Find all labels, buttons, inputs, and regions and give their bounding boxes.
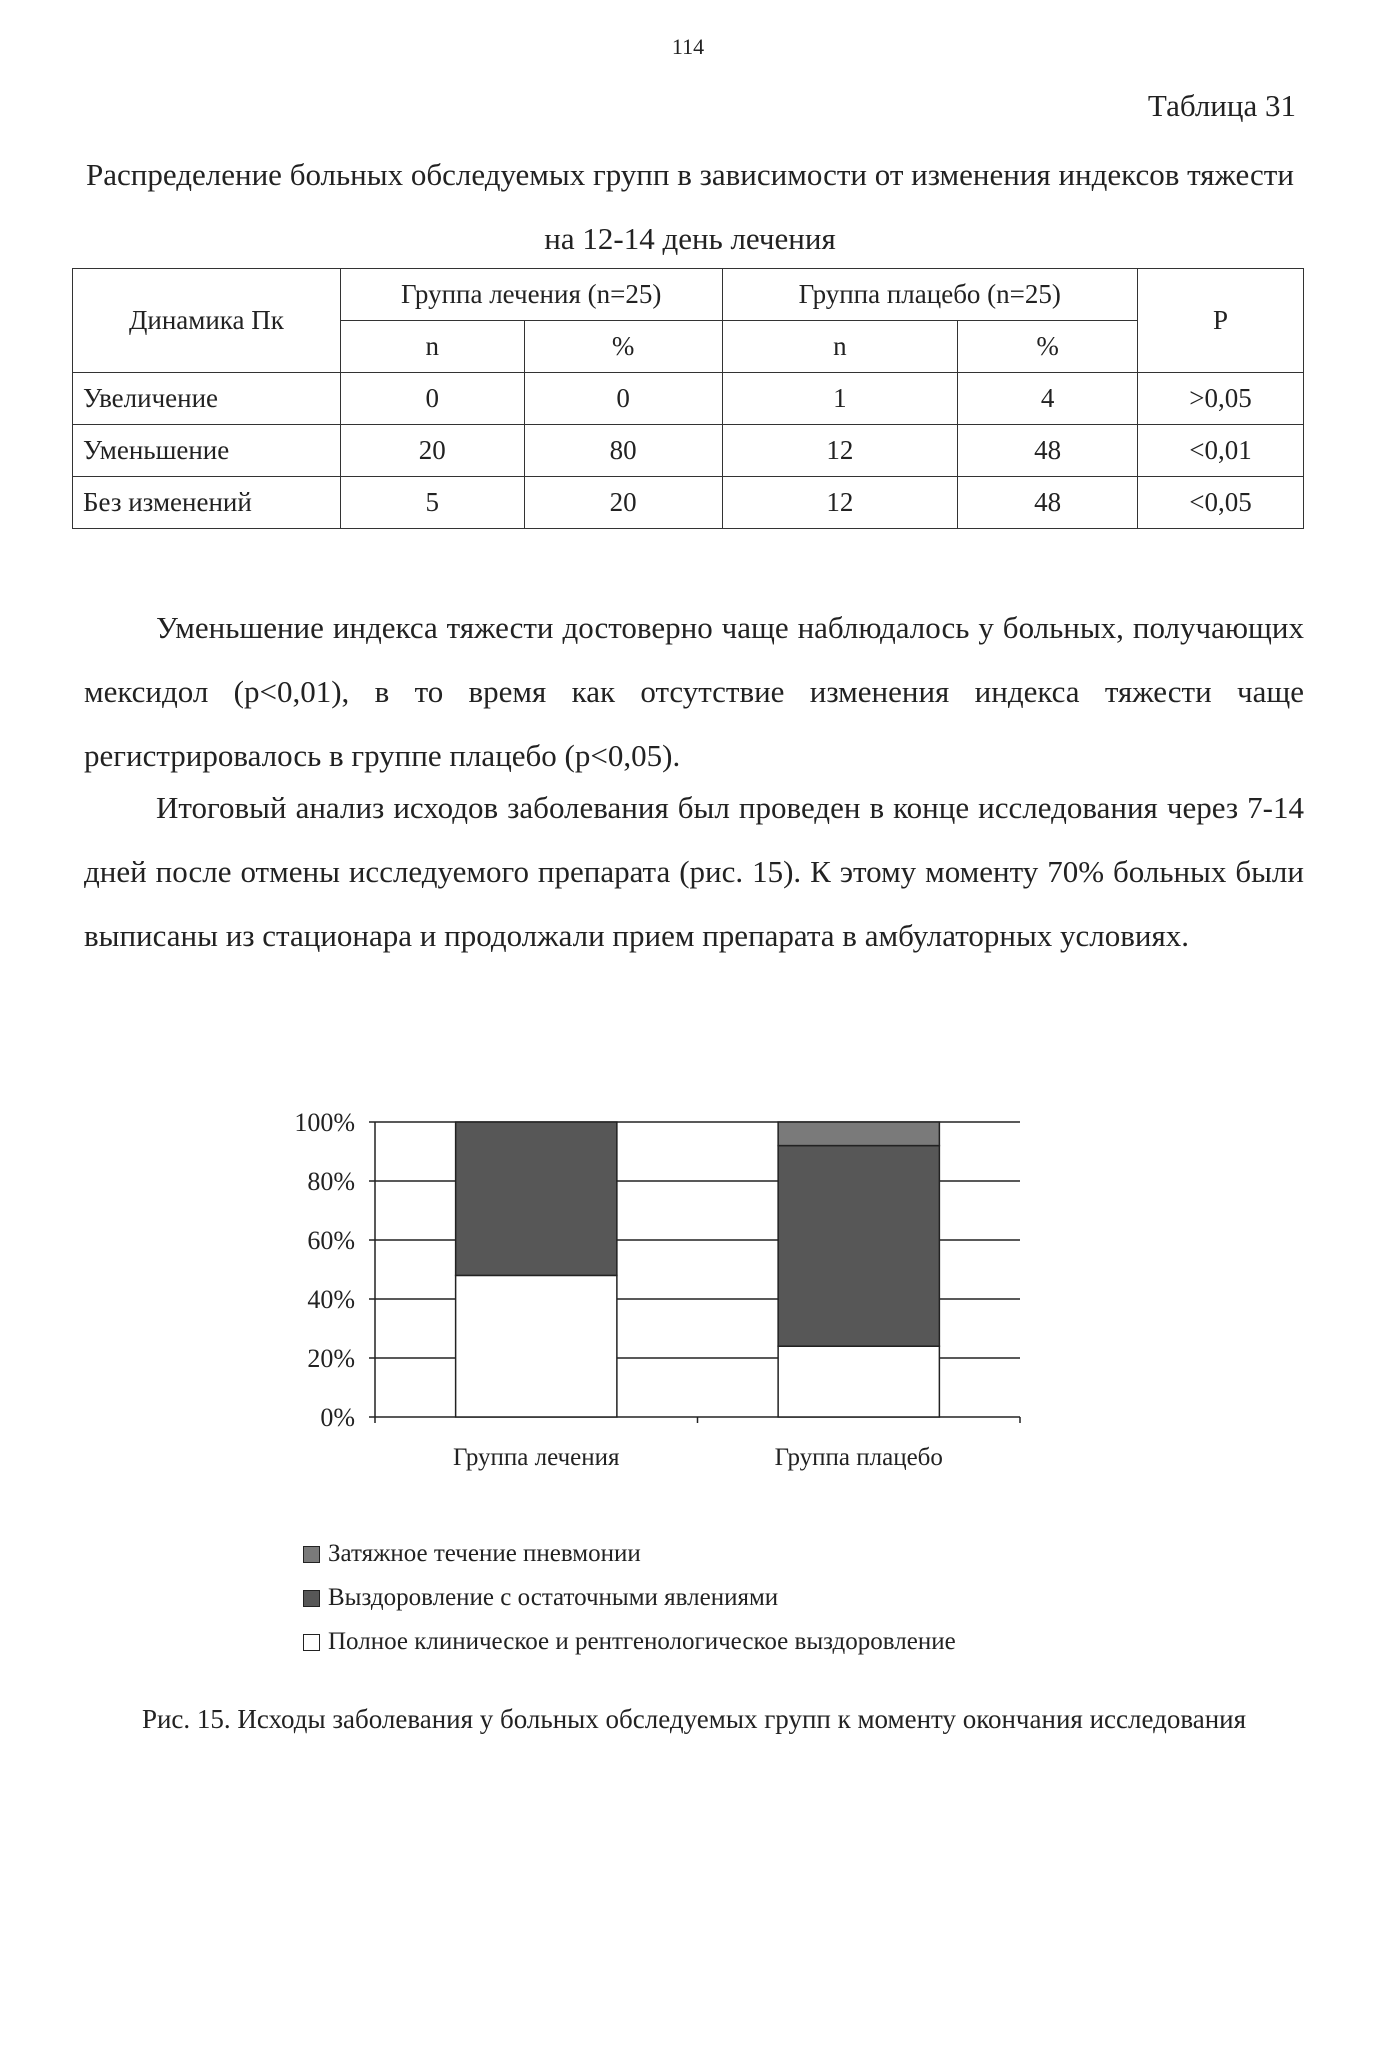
treatment-n-header: n [340, 321, 524, 373]
outcome-chart [250, 1095, 1050, 1485]
y-tick-label: 60% [307, 1226, 355, 1255]
table-row [73, 425, 1304, 477]
bar-segment [456, 1122, 617, 1275]
table-row [73, 477, 1304, 529]
placebo-pct-cell: 48 [958, 425, 1138, 477]
row-name: Уменьшение [73, 425, 341, 477]
dynamics-header: Динамика Пк [73, 269, 341, 373]
p-header: P [1138, 269, 1304, 373]
p-value-cell: <0,05 [1138, 477, 1304, 529]
placebo-n-cell: 12 [722, 425, 958, 477]
placebo-n-cell: 12 [722, 477, 958, 529]
table-title: Распределение больных обследуемых групп в зависимости от изменения индексов тяжести на 12-14 день лечения [86, 157, 1294, 256]
treatment-n-cell: 0 [340, 373, 524, 425]
placebo-pct-cell: 4 [958, 373, 1138, 425]
legend-item [303, 1576, 956, 1620]
treatment-pct-header: % [524, 321, 722, 373]
y-tick-label: 100% [294, 1108, 355, 1137]
legend-label: Выздоровление с остаточными явлениями [328, 1584, 779, 1611]
placebo-n-cell: 1 [722, 373, 958, 425]
y-tick-label: 80% [307, 1167, 355, 1196]
legend-label: Затяжное течение пневмонии [328, 1540, 641, 1567]
treatment-group-header: Группа лечения (n=25) [340, 269, 722, 321]
chart-legend [303, 1532, 956, 1664]
placebo-group-header: Группа плацебо (n=25) [722, 269, 1138, 321]
legend-swatch [303, 1546, 320, 1563]
placebo-pct-cell: 48 [958, 477, 1138, 529]
treatment-pct-cell: 80 [524, 425, 722, 477]
row-name: Увеличение [73, 373, 341, 425]
treatment-pct-cell: 0 [524, 373, 722, 425]
table-header-row [73, 269, 1304, 321]
bar-segment [778, 1122, 939, 1146]
bar-segment [456, 1275, 617, 1417]
legend-label: Полное клиническое и рентгенологическое выздоровление [328, 1628, 956, 1655]
treatment-n-cell: 20 [340, 425, 524, 477]
y-tick-label: 20% [307, 1344, 355, 1373]
y-tick-label: 40% [307, 1285, 355, 1314]
legend-swatch [303, 1634, 320, 1651]
paragraph: Уменьшение индекса тяжести достоверно чаще наблюдалось у больных, получающих мексидол (р<0,01), в то время как отсутствие изменения индекса тяжести чаще регистрировалось в группе плацебо (р<0,05). [84, 610, 1304, 773]
table-row [73, 373, 1304, 425]
x-category-label: Группа плацебо [774, 1444, 943, 1471]
p-value-cell: <0,01 [1138, 425, 1304, 477]
y-tick-label: 0% [320, 1403, 355, 1432]
placebo-pct-header: % [958, 321, 1138, 373]
bar-segment [778, 1346, 939, 1417]
table-label: Таблица 31 [1147, 88, 1296, 123]
severity-table [72, 268, 1304, 529]
legend-swatch [303, 1590, 320, 1607]
figure-caption: Рис. 15. Исходы заболевания у больных обследуемых групп к моменту окончания исследования [141, 1704, 1247, 1734]
row-name: Без изменений [73, 477, 341, 529]
page-number: 114 [671, 34, 705, 59]
p-value-cell: >0,05 [1138, 373, 1304, 425]
paragraph: Итоговый анализ исходов заболевания был проведен в конце исследования через 7-14 дней после отмены исследуемого препарата (рис. 15). К этому моменту 70% больных были выписаны из стационара и продолжали прием препарата в амбулаторных условиях. [84, 790, 1304, 953]
bar-segment [778, 1146, 939, 1347]
treatment-pct-cell: 20 [524, 477, 722, 529]
legend-item [303, 1620, 956, 1664]
legend-item [303, 1532, 956, 1576]
treatment-n-cell: 5 [340, 477, 524, 529]
x-category-label: Группа лечения [452, 1444, 620, 1471]
placebo-n-header: n [722, 321, 958, 373]
